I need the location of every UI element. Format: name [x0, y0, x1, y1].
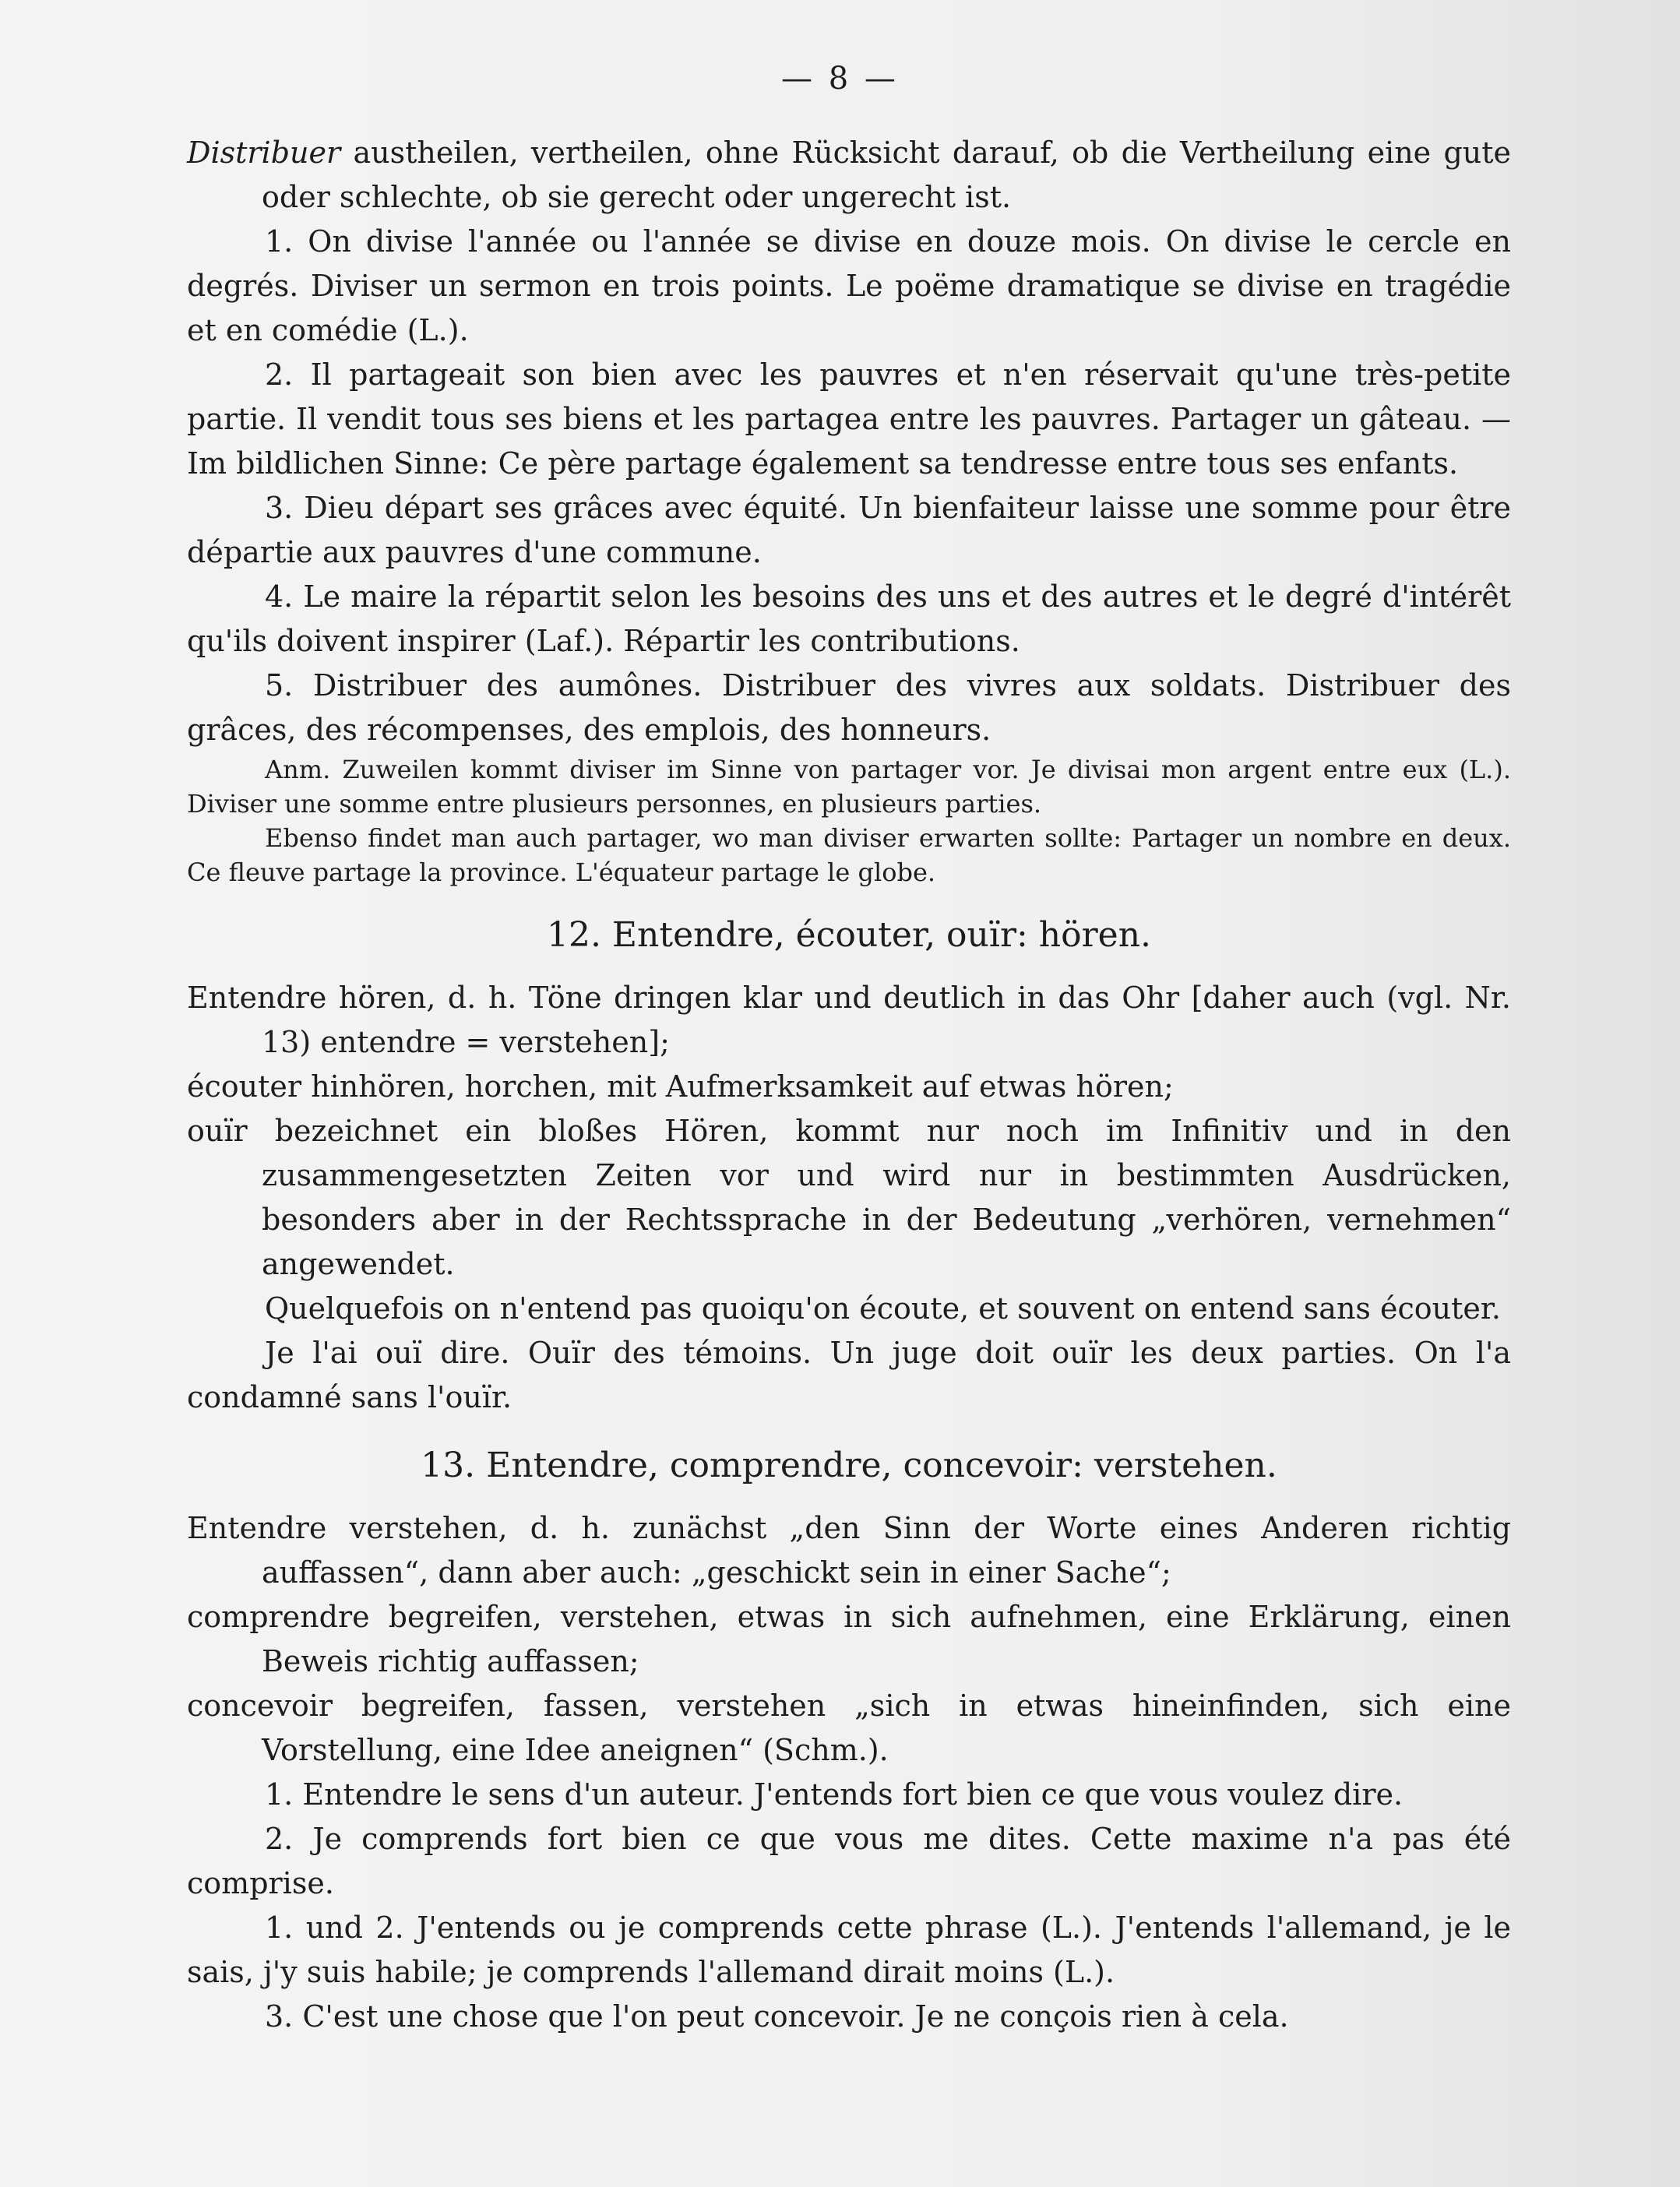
entry-concevoir: concevoir begreifen, fassen, verstehen „sich in etwas hineinfinden, sich eine Vorstellung, eine Idee aneignen“ (Schm.).: [187, 1689, 1511, 1767]
example-5: 5. Distribuer des aumônes. Distribuer des vivres aux soldats. Distribuer des grâces, des récompenses, des emplois, des honneurs.: [187, 668, 1511, 747]
note-anm: Anm. Zuweilen kommt diviser im Sinne von partager vor. Je divisai mon argent entre eux (L.). Diviser une somme entre plusieurs personnes, en plusieurs parties.: [187, 755, 1511, 819]
page-number: — 8 —: [781, 61, 899, 97]
entry-ouir: ouïr bezeichnet ein bloßes Hören, kommt nur noch im Infinitiv und in den zusammengesetzten Zeiten vor und wird nur in bestimmten Ausdrücken, besonders aber in der Rechtssprache in der Bedeutung „verhören, vernehmen“ angewendet.: [187, 1114, 1511, 1281]
example-3: 3. Dieu départ ses grâces avec équité. Un bienfaiteur laisse une somme pour être départie aux pauvres d'une commune.: [187, 491, 1511, 569]
entry-comprendre: comprendre begreifen, verstehen, etwas in sich aufnehmen, eine Erklärung, einen Beweis richtig auffassen;: [187, 1600, 1511, 1678]
entry-ecouter: écouter hinhören, horchen, mit Aufmerksamkeit auf etwas hören;: [187, 1069, 1174, 1104]
entry-distribuer: [187, 131, 1511, 220]
entry-definition: austheilen, vertheilen, ohne Rücksicht darauf, ob die Vertheilung eine gute oder schlechte, ob sie gerecht oder ungerecht ist.: [262, 136, 1511, 214]
section-heading-13: 13. Entendre, comprendre, concevoir: verstehen.: [421, 1446, 1277, 1485]
example-13-1-2: 1. und 2. J'entends ou je comprends cette phrase (L.). J'entends l'allemand, je le sais, j'y suis habile; je comprends l'allemand dirait moins (L.).: [187, 1911, 1511, 1989]
example-entendre-ecouter: Quelquefois on n'entend pas quoiqu'on écoute, et souvent on entend sans écouter.: [265, 1291, 1501, 1326]
example-4: 4. Le maire la répartit selon les besoins des uns et des autres et le degré d'intérêt qu'ils doivent inspirer (Laf.). Répartir les contributions.: [187, 579, 1511, 658]
entry-entendre-verstehen: Entendre verstehen, d. h. zunächst „den Sinn der Worte eines Anderen richtig auffassen“, dann aber auch: „geschickt sein in einer Sache“;: [187, 1511, 1511, 1590]
example-13-3: 3. C'est une chose que l'on peut concevoir. Je ne conçois rien à cela.: [265, 1999, 1289, 2034]
example-ouir: Je l'ai ouï dire. Ouïr des témoins. Un juge doit ouïr les deux parties. On l'a condamné sans l'ouïr.: [187, 1336, 1511, 1414]
entry-entendre: Entendre hören, d. h. Töne dringen klar und deutlich in das Ohr [daher auch (vgl. Nr. 13) entendre = verstehen];: [187, 981, 1511, 1059]
entry-term: Distribuer: [187, 136, 341, 170]
page-content: [187, 131, 1511, 2039]
example-13-1: 1. Entendre le sens d'un auteur. J'entends fort bien ce que vous voulez dire.: [265, 1777, 1404, 1812]
example-13-2: 2. Je comprends fort bien ce que vous me dites. Cette maxime n'a pas été comprise.: [187, 1822, 1511, 1900]
note-ebenso: Ebenso findet man auch partager, wo man diviser erwarten sollte: Partager un nombre en deux. Ce fleuve partage la province. L'équateur partage le globe.: [187, 823, 1511, 887]
example-2: 2. Il partageait son bien avec les pauvres et n'en réservait qu'une très-petite partie. Il vendit tous ses biens et les partagea entre les pauvres. Partager un gâteau. — Im bildlichen Sinne: Ce père partage également sa tendresse entre tous ses enfants.: [187, 357, 1511, 481]
section-heading-12: 12. Entendre, écouter, ouïr: hören.: [546, 915, 1152, 955]
example-1: 1. On divise l'année ou l'année se divise en douze mois. On divise le cercle en degrés. Diviser un sermon en trois points. Le poëme dramatique se divise en tragédie et en comédie (L.).: [187, 224, 1511, 347]
